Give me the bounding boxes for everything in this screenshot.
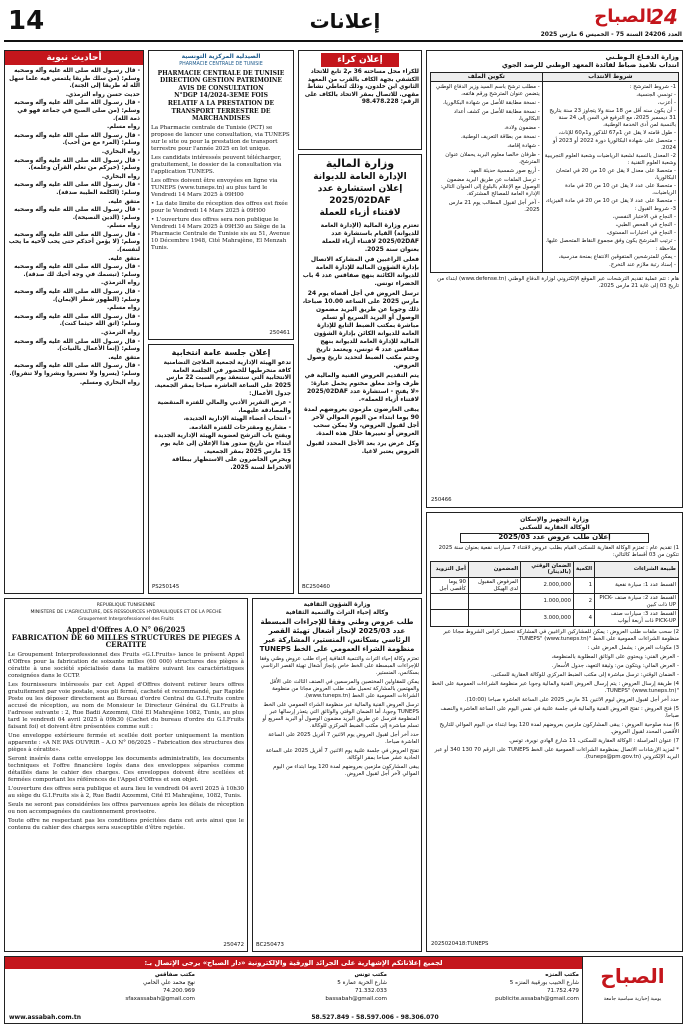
footer-contact-phone[interactable]: 71.752.479: [546, 988, 579, 994]
housing-table: [430, 561, 679, 627]
association-paragraph: ويفتح باب الترشح لعضوية الهيئة الإدارية الجديدة ابتداء من تاريخ صدور هذا الإعلان إلى غاية يوم 15 مارس 2025 بمقر الجمعية.: [154, 433, 291, 455]
dossier-column: [431, 73, 542, 272]
gif-org3: Groupement Interprofessionnel des Fruits: [78, 617, 174, 622]
hadith-line: رواه البخاري ومسلم.: [79, 379, 140, 386]
hadith-line: رواه البخاري.: [101, 173, 140, 180]
housing-table-header-cell: أجل التزويد: [431, 561, 469, 577]
finance-body: [301, 222, 419, 456]
dossier-line: - شهادة إقامة،: [507, 142, 540, 149]
housing-ministry: وزارة التجهيز والإسكان: [520, 516, 589, 523]
housing-title: إعلان طلب عروض عدد 2025/03: [460, 533, 649, 543]
finance-ref: BC250460: [302, 584, 330, 590]
hadith-line: رواه مسلم.: [107, 223, 140, 230]
condition-line: - تونسي الجنسية،: [636, 91, 676, 98]
housing-table-header-cell: طبيعة الشراءات: [595, 561, 679, 577]
conditions-list: [543, 82, 678, 272]
footer-contact: [201, 971, 387, 1011]
logo: [590, 4, 682, 30]
dossier-line: - نسخة مطابقة للأصل من كشف أعداد البكالوريا،: [453, 108, 540, 122]
table-cell: [468, 594, 520, 610]
logo-number: 24: [650, 5, 678, 29]
finance-paragraph: ترسل العروض في أجل أقصاه يوم 24 مارس 2025 على الساعة 10.00 صباحا، ذلك وجوبا عن طريق البريد مضمون الوصول أو البريد السريع أو تسلم مباشرة بمكتب الضبط التابع للإدارة العامة للديوانة الكائن بإدارة الشؤون المالية للإدارة العامة للديوانة بنهج صفاقس عدد 4 تونس، ويعتمد تاريخ وختم مكتب الضبط لتحديد تاريخ وصول العروض.: [302, 290, 419, 369]
pharmacy-sub3: N°DGP 14/2024-3EME FOIS: [174, 92, 268, 100]
culture-body: [255, 656, 419, 778]
gif-org1: REPUBLIQUE TUNISIENNE: [96, 603, 156, 608]
table-cell: 2.000,000: [521, 577, 574, 593]
footer-contact-email[interactable]: sfaxassabah@gmail.com: [125, 996, 195, 1002]
culture-title: طلب عروض وطني وفقا للإجراءات المبسطة عدد 2025/03 لإنجاز أشغال تهيئة القصر الرئاسي بسكانس، المنستير، المشاركة عبر منظومة الشراء العمومي على الخط TUNEPS: [259, 618, 415, 654]
hadith-line: - قال رسـول الله صلى الله عليه وآله وصحبه وسلم: (يسروا ولا تعسروا وبشروا ولا تنفروا).: [9, 363, 140, 377]
footer-banner: لجميع إعلاناتكم الإشهارية على الجرائد الورقية والإلكترونية «دار الصباح» يرجى الإتصال بـ:: [5, 957, 582, 969]
table-cell: [468, 610, 520, 626]
hadith-line: - قال رسـول الله صلى الله عليه وآله وصحبه وسلم: (المرء مع من أحب).: [14, 132, 140, 147]
housing-intro: 1) تقديم عام : تعتزم الوكالة العقارية للسكنى القيام بطلب عروض لاقتناء 7 سيارات نفعية بعنوان سنة 2025 تتكون من 03 أقساط كالتالي:: [438, 544, 679, 558]
housing-table-body: [431, 577, 679, 626]
finance-paragraph: يتم التقديم العروض الفنية والمالية في ظرف واحد مغلق مختوم يحمل عبارة: «لا يفتح - استشارة عدد 2025/02DAF لاقتناء أزياء للعملة».: [304, 372, 419, 403]
dossier-line: - ظرفان خالصا معلوم البريد يحملان عنوان المترشح،: [445, 151, 540, 165]
gif-ref: 250472: [223, 942, 244, 948]
issue-info: العدد 24206 السنة 75 - الخميس 6 مارس 2025: [540, 31, 682, 38]
table-cell: 4: [573, 610, 594, 626]
pharmacy-paragraph: Les candidats intéressés peuvent télécharger, gratuitement, le dossier de la consultation via l'application TUNEPS.: [151, 154, 282, 175]
rent-ad: [298, 50, 422, 150]
condition-line: - ترتيب المترشح يكون وفق مجموع النقاط المتحصل عليها.: [545, 237, 676, 244]
pharmacy-sub1: DIRECTION GESTION PATRIMOINE: [160, 77, 282, 85]
hadith-line: رواه البخاري.: [101, 148, 140, 155]
defense-ad-title: انتداب تلاميذ ضباط لفائدة المعهد الوطني للرصد الجوي: [501, 60, 679, 69]
association-paragraph: - عرض التقرير الأدبي والمالي للفترة المنقضية والمصادقة عليهما،: [157, 399, 291, 414]
dossier-line: - مطلب ترشح باسم السيد وزير الدفاع الوطني يتضمن عنوان المترشح ورقم هاتفه،: [435, 83, 540, 97]
condition-line: 3- شروط القبول :: [634, 205, 676, 212]
culture-ref: BC250473: [256, 942, 284, 948]
housing-table-header-cell: الضمان الوقتي (بالدينار): [521, 561, 574, 577]
footer-contact: [393, 971, 579, 1011]
finance-paragraph: فعلى الراغبين في المشاركة الاتصال بإدارة الشؤون المالية للإدارة العامة للديوانة الكائنة بنهج صفاقس عدد 4 باب الخضراء تونس.: [302, 256, 419, 287]
hadith-line: متفق عليه.: [108, 198, 140, 205]
footer-contact-label: مكتب المنزه: [545, 972, 579, 978]
hadith-line: - قال رسـول الله صلى الله عليه وآله وصحبه وسلم: (إنما الأعمال بالنيات).: [14, 338, 140, 353]
finance-ministry: وزارة المالية: [325, 157, 395, 170]
association-title: إعلان جلسة عامة انتخابية: [171, 348, 271, 357]
gif-paragraph: Les fournisseurs intéressés par cet Appel d'Offres doivent retirer leurs offres gratuitement par voie postale, sous pli fermé, cacheté et recommandé, par Rapide Poste ou les déposer directement au Bureau d'ordre Central du G.I.Fruits contre accusé de réception, au nom de Monsieur le Directeur Général du G.I.Fruits à l'adresse suivante : 2, Rue Badii Azzemmi, Cité El Mahrajène 1082, Tunis, au plus tard le vendredi 04 avril 2025 à 09h30 (Cachet du bureau d'ordre du G.I.Fruits faisant foi) et doivent être présentées comme suit :: [8, 681, 244, 730]
pharmacy-logo-ar: الصيدلية المركزية التونسية: [181, 53, 261, 60]
defense-ref: 250466: [431, 497, 452, 503]
hadith-line: - قال رسـول الله صلى الله عليه وآله وصحبه وسلم: (الطهور شطر الإيمان).: [14, 289, 140, 303]
culture-paragraph: ترسل العروض الفنية والمالية عبر منظومة الشراء العمومي على الخط TUNEPS وجوبا، أما الضمان الوقتي والوثائق التي يتعذر إرسالها عبر المنظومة فترسل عن طريق البريد مضمون الوصول أو البريد السريع أو تسلم مباشرة إلى مكتب الضبط المركزي للوكالة.: [262, 702, 419, 730]
table-row: [431, 594, 679, 610]
footer-mobile: 98.306.070 - 58.597.006 - 58.527.849: [311, 1014, 439, 1021]
conditions-column: [542, 73, 678, 272]
pharmacy-body: [151, 125, 291, 252]
dossier-line: - مضمون ولادة،: [504, 124, 540, 131]
header-rule: [4, 40, 683, 42]
table-row: [431, 577, 679, 593]
condition-line: 2- المعدل بالنسبة لشعبة الرياضيات وشعبة العلوم التجريبية وشعبة العلوم التقنية :: [544, 152, 676, 166]
footer-logo-tagline: يومية إخبارية سياسية جامعة: [603, 996, 662, 1002]
page-number: 14: [8, 6, 45, 36]
hadith-line: - قال رسـول الله صلى الله عليه وآله وصحبه وسلم: (الكلمة الطيبة صدقة).: [14, 182, 140, 196]
table-cell: المرفوض المقبول لدى الهيكل: [468, 577, 520, 593]
association-paragraph: - مشاريع ومقترحات للفترة القادمة.: [188, 424, 291, 431]
footer-contact-line1: شارع الحبيب بورقيبة المنزه 5: [509, 980, 579, 986]
table-cell: 1.000,000: [521, 594, 574, 610]
gif-paragraph: Seuls ne seront pas considérées les offres parvenues après les délais de réception ou non accompagnées du cautionnement provisoire.: [8, 801, 244, 815]
housing-paragraph: 2) سحب ملفات طلب العروض : يمكن للمشاركين الراغبين في المشاركة تحميل كراس الشروط مجانا عبر منظومة الشراءات العمومية على الخط "TUNEPS" (www.tuneps.tn).: [443, 628, 679, 642]
pharmacy-paragraph: La Pharmacie centrale de Tunisie (PCT) se propose de lancer une consultation, via TUNEPS sur le site ou pour la prestation de transport terrestre pour l'année 2025 en lot unique.: [151, 124, 290, 152]
table-cell: 3.000,000: [521, 610, 574, 626]
finance-subtitle: لاقتناء أزياء للعملة: [319, 208, 401, 218]
hadith-line: - قال رسـول الله صلى الله عليه وآله وصحبه وسلم: (الدين النصيحة).: [14, 207, 140, 221]
hadith-line: - قال رسـول الله صلى الله عليه وآله وصحبه وسلم: (تبسمك في وجه أخيك لك صدقة).: [14, 264, 140, 278]
housing-table-header-cell: المضمون: [468, 561, 520, 577]
gif-body: [8, 652, 244, 832]
culture-paragraph: تعتزم وكالة إحياء التراث والتنمية الثقافية إجراء طلب عروض وطني وفقا للإجراءات المبسطة على الخط خاص بإنجاز أشغال تهيئة القصر الرئاسي بسكانس، المنستير.: [259, 656, 419, 677]
pharmacy-ad: [148, 50, 294, 340]
condition-line: ملاحظة :: [655, 245, 676, 252]
housing-paragraph: 3) مكونات العرض : يشمل العرض على :: [587, 644, 679, 651]
housing-paragraph: 6) مدة صلوحية العروض : يبقى المشاركون ملزمين بعروضهم لمدة 120 يوما ابتداء من اليوم الموالي للتاريخ الأقصى المحدد لقبول العروض.: [439, 721, 679, 735]
finance-dept: الإدارة العامة للديوانة: [313, 172, 407, 182]
hadith-line: حديث حسن رواه الترمذي.: [65, 91, 140, 98]
association-paragraph: تدعو الهيئة الإدارية لجمعية الملاجئ التضامنية كافة منخرطيها للحضور في الجلسة العامة الانتخابية التي ستنعقد يوم السبت 22 مارس 2025 على الساعة العاشرة صباحا بمقر الجمعية.: [154, 360, 291, 389]
rent-badge: إعلان كراء: [321, 53, 399, 67]
culture-ministry: وزارة الشؤون الثقافية: [303, 601, 371, 608]
finance-paragraph: وكل عرض يرد بعد الأجل المحدد لقبول العروض يعتبر لاغيا.: [306, 440, 419, 455]
housing-paragraph: - الضمان الوقتي: ترسل مباشرة إلى مكتب الضبط المركزي للوكالة العقارية للسكنى.: [490, 671, 679, 678]
condition-line: 1- شروط المترشح :: [629, 83, 676, 90]
footer-contact-email[interactable]: publicite.assabah@gmail.com: [495, 996, 579, 1002]
pharmacy-logo-fr: PHARMACIE CENTRALE DE TUNISIE: [179, 61, 263, 67]
condition-line: - يمكن للمترشحين المتفوقين الانتفاع بمنحة مدرسية،: [558, 253, 676, 260]
footer-contact-phone[interactable]: 74.200.969: [162, 988, 195, 994]
housing-ref: 2025020418:TUNEPS: [431, 941, 489, 947]
hadith-line: - قال رسـول الله صلى الله عليه وآله وصحبه وسلم: (اتق الله حيثما كنت).: [14, 313, 140, 328]
table-cell: القسط عدد 1: سيارة نفعية: [595, 577, 679, 593]
defense-table: [430, 72, 679, 273]
gif-title2: FABRICATION DE 60 MILLES STRUCTURES DE PIEGES A CERATITE: [11, 632, 241, 650]
housing-paragraph: 5) فتح العروض : تفتح العروض الفنية والمالية في جلسة علنية في نفس اليوم على الساعة العاشرة والنصف صباحا.: [440, 705, 679, 719]
culture-agency: وكالة إحياء التراث والتنمية الثقافية: [285, 608, 389, 616]
condition-line: - النجاح في اختبارات المستوى،: [606, 229, 676, 236]
gif-paragraph: Le Groupement Interprofessionnel des Fruits «G.I.Fruits» lance le présent Appel d'Offres pour la fabrication de soixante milles (60 000) structures des pièges à cératite à une société spécialisée dans la matière suivant les caractéristiques consignées dans le CCTP.: [8, 651, 244, 679]
footer-logo-block: [582, 957, 682, 1023]
culture-ad: [252, 598, 422, 952]
footer-contact-email[interactable]: bassabah@gmail.com: [325, 996, 387, 1002]
hadith-line: - قال رسـول الله صلى الله عليه وآله وصحبه وسلم: (من سلك طريقا يلتمس فيه علما سهل الله له طريقا إلى الجنة).: [9, 68, 140, 90]
housing-table-header: [431, 561, 679, 577]
table-cell: [431, 594, 469, 610]
hadith-line: - قال رسـول الله صلى الله عليه وآله وصحبه وسلم: (خيركم من تعلم القرآن وعلمه).: [14, 157, 140, 172]
pharmacy-sub2: AVIS DE CONSULTATION: [178, 84, 264, 92]
housing-paragraph: - العرض المالي: ويتكون من: وثيقة التعهد، جدول الأسعار.: [551, 662, 679, 669]
footer-contact-line1: نهج محمد علي الحامي: [143, 980, 195, 986]
gif-title1: Appel d'Offres A.O N° 06/2025: [66, 625, 186, 634]
housing-ad: [426, 512, 683, 952]
hadith-line: رواه مسلم.: [107, 124, 140, 131]
logo-text: الصباح: [594, 6, 652, 27]
footer-website[interactable]: www.assabah.com.tn: [9, 1014, 82, 1021]
footer-contacts: [9, 971, 579, 1011]
hadith-line: - قال رسـول الله صلى الله عليه وآله وصحبه وسلم: (من صلى الصبح في جماعة فهو في ذمة الله).: [14, 100, 140, 122]
rent-text: للكراء محل مساحته 36 م2 تابع للاتحاد الكشفي بجهة الكاف بالقرب من المعهد الثانوي ابن خلدون، وذلك لتعاطي نشاط مقهى. للاتصال بمقر الاتحاد بالكاف على الرقم: 98.478.228: [304, 69, 419, 106]
footer-contact-label: مكتب تونس: [354, 972, 387, 978]
pharmacy-paragraph: • L'ouverture des offres sera non publique le Vendredi 14 Mars 2025 à 09H30 au Siège de la Pharmacie Centrale de Tunisie sis au 51, Avenue 10 Décembre 1948, Cité Mahrajène, El Menzah Tunis.: [151, 216, 290, 251]
dossier-header: تكوين الملف: [431, 73, 542, 82]
footer-logo: الصباح: [600, 964, 665, 988]
condition-line: - إسناد رتبة ملازم عند التخرج.: [609, 261, 676, 268]
pharmacy-ref: 250461: [269, 330, 290, 336]
housing-agency: الوكالة العقارية للسكنى: [519, 523, 590, 531]
dossier-line: - نسخة مطابقة للأصل من شهادة البكالوريا،: [443, 99, 540, 106]
culture-paragraph: حدد آخر أجل لقبول العروض يوم الاثنين 7 أفريل 2025 على الساعة العاشرة صباحا.: [268, 732, 419, 746]
pharmacy-paragraph: Les offres doivent être envoyées en ligne via TUNEPS (www.tuneps.tn) au plus tard le Vendredi 14 Mars 2025 à 09H00: [151, 177, 278, 198]
section-title: إعلانات: [309, 9, 381, 33]
pharmacy-paragraph: • La date limite de réception des offres est fixée pour le Vendredi 14 Mars 2025 à 09H00: [151, 200, 288, 214]
footer-contact-phone[interactable]: 71.332.033: [354, 988, 387, 994]
housing-paragraph: 7) عنوان المراسلة : الوكالة العقارية للسكنى، 11 شارع الهادي نويرة، تونس.: [508, 737, 679, 744]
association-ad: [148, 344, 294, 594]
table-cell: [431, 610, 469, 626]
table-row: [431, 610, 679, 626]
page-header: [0, 0, 687, 44]
footer: [4, 956, 683, 1024]
gif-paragraph: Seront insérés dans cette enveloppe les documents administratifs, les documents techniques et l'offre financière logés dans des enveloppes séparées comme détaillés dans le cahier des charges. Ces enveloppes doivent être scellées et fermées comportant les références de l'Appel d'Offres et son objet.: [8, 755, 244, 783]
culture-paragraph: تفتح العروض في جلسة علنية يوم الاثنين 7 أفريل 2025 على الساعة الحادية عشر صباحا بمقر الوكالة.: [265, 748, 419, 762]
condition-line: - النجاح في الفحص الطبي،: [615, 221, 676, 228]
table-cell: 1: [573, 577, 594, 593]
hadith-list: [5, 65, 143, 391]
finance-paragraph: يبقى العارضون ملزمون بعروضهم لمدة 90 يوما ابتداء من اليوم الموالي لآخر أجل لقبول العروض، ولا يمكن سحب العروض أو تغييرها خلال هذه المدة.: [304, 406, 419, 437]
association-paragraph: - انتخاب أعضاء الهيئة الإدارية الجديدة،: [183, 416, 291, 423]
table-cell: 2: [573, 594, 594, 610]
hadith-line: متفق عليه.: [108, 354, 140, 361]
pharmacy-title: PHARMACIE CENTRALE DE TUNISIE: [157, 69, 285, 77]
association-body: [151, 360, 291, 472]
condition-line: - النجاح في الاختبار النفسي،: [612, 213, 676, 220]
gif-paragraph: Une enveloppe extérieure fermée et scellée doit porter uniquement la mention apparente : «A NE PAS OUVRIR – A.O N° 06/2025 – Fabrication des structures des pièges à cératite».: [8, 732, 244, 753]
condition-line: - متحصل على شهادة البكالوريا دورة 2022 أو 2023 أو 2024.: [552, 137, 676, 151]
defense-ministry-title: وزارة الدفـاع الـوطـني: [605, 53, 679, 61]
association-paragraph: جدول الأعمال:: [249, 391, 291, 398]
condition-line: - متحصلا على عدد لا يقل عن 10 من 20 في مادة الرياضيات،: [565, 182, 676, 196]
table-cell: 90 يوما كأقصى أجل: [431, 577, 469, 593]
housing-table-header-cell: الكمية: [573, 561, 594, 577]
hadith-column: [4, 50, 144, 594]
dossier-list: [431, 82, 542, 218]
hadith-title: أحاديث نبوية: [5, 51, 143, 65]
footer-contact: [9, 971, 195, 1011]
condition-line: - أعزب،: [657, 99, 676, 106]
conditions-header: شروط الانتداب: [543, 73, 678, 82]
condition-line: - أن يكون سنه أقل من 18 سنة ولا يتجاوز 23 سنة بتاريخ 31 ديسمبر 2025، مع الترفيع في السن إلى 24 سنة بالنسبة لمن أدى الخدمة الوطنية،: [549, 107, 676, 128]
dossier-line: - نسخة من بطاقة التعريف الوطنية،: [460, 133, 540, 140]
footer-contact-label: مكتب صفاقس: [155, 972, 195, 978]
condition-line: - متحصلا على معدل لا يقل عن 10 من 20 في امتحان البكالوريا،: [556, 167, 676, 181]
dossier-line: - ترسل الملفات عن طريق البريد مضمون الوصول مع الإعلام بالبلوغ إلى العنوان التالي: الإدارة العامة للمصالح المشتركة.: [440, 176, 540, 197]
hadith-line: رواه الترمذي.: [101, 330, 140, 336]
gif-org2: MINISTERE DE L'AGRICULTURE, DES RESSOURCES HYDRAULIQUES ET DE LA PECHE: [30, 610, 222, 615]
finance-ad: [298, 154, 422, 594]
footer-contact-line1: شارع الحرية عمارة 5: [337, 980, 387, 986]
pharmacy-sub4: RELATIF A LA PRESTATION DE TRANSPORT TERRESTRE DE MARCHANDISES: [167, 99, 275, 123]
gif-ad: [4, 598, 248, 952]
hadith-line: متفق عليه.: [108, 255, 140, 262]
defense-ad: [426, 50, 683, 508]
dossier-line: - أربع صور شمسية حديثة العهد.: [468, 167, 540, 174]
finance-paragraph: تعتزم وزارة المالية (الإدارة العامة للديوانة) القيام باستشارة عدد 2025/02DAF لاقتناء أزياء للعملة بعنوان سنة 2025.: [320, 222, 419, 253]
gif-paragraph: Toute offre ne respectant pas les conditions précitées dans cet avis ainsi que le contenu du cahier des charges sera susceptible d'être rejetée.: [8, 817, 244, 831]
finance-title: إعلان استشارة عدد 2025/02DAF: [317, 184, 403, 206]
gif-paragraph: L'ouverture des offres sera publique et aura lieu le vendredi 04 avril 2025 à 10h30 au siège du G.I.Fruits sis à 2, Rue Badii Azzemmi, Cité El Mahrajène, 1082, Tunis.: [8, 785, 244, 799]
hadith-line: رواه مسلم.: [107, 305, 140, 312]
hadith-line: رواه الترمذي.: [101, 280, 140, 287]
housing-body: [430, 629, 679, 761]
condition-line: - طول قامته لا يقل عن 1م67 للذكور و1م60 للإناث،: [558, 129, 676, 136]
association-ref: PS250145: [152, 584, 180, 590]
housing-paragraph: * لمزيد الإرشادات الاتصال بمنظومة الشراءات العمومية على الخط TUNEPS على الرقم 70 130 340 أو عبر البريد الإلكتروني (tuneps@pm.gov.tn).: [434, 746, 679, 760]
table-cell: القسط عدد 3: سيارات صنف PICK-UP ذات أربعة أبواب: [595, 610, 679, 626]
condition-line: - متحصلا على عدد لا يقل عن 10 من 20 في مادة الفيزياء،: [545, 197, 676, 204]
defense-note: هام : تتم عملية تقديم الترشحات عبر الموقع الإلكتروني لوزارة الدفاع الوطني (www.defense.tn) ابتداء من تاريخ 03 إلى غاية 21 مارس 2025.: [437, 275, 679, 289]
housing-paragraph: - العرض الفني: ويحتوي على الوثائق المطلوبة بالمنظومة،: [551, 653, 679, 660]
culture-paragraph: يمكن للمقاولين المختصين والمرسمين في الصنف الثالث على الأقل والمهتمين بالمشاركة تحميل ملف طلب العروض مجانا من منظومة الشراءات العمومية على الخط (www.tuneps.tn).: [269, 679, 419, 700]
housing-paragraph: حدد آخر أجل لقبول العروض ليوم الاثنين 31 مارس 2025 على الساعة العاشرة صباحا (10:00).: [464, 696, 679, 703]
culture-paragraph: يبقى المشاركون ملزمين بعروضهم لمدة 120 يوما ابتداء من اليوم الموالي لآخر أجل لقبول العروض.: [273, 764, 419, 778]
association-paragraph: ويحرص الحاضرون على الاستظهار ببطاقة الانخراط لسنة 2025.: [172, 457, 291, 471]
dossier-line: - آخر أجل لقبول المطالب يوم 21 مارس 2025.: [448, 199, 540, 213]
hadith-line: - قال رسـول الله صلى الله عليه وآله وصحبه وسلم: (لا يؤمن أحدكم حتى يحب لأخيه ما يحب لنفسه).: [8, 231, 140, 254]
housing-paragraph: 4) طريقة إرسال العروض : يتم إرسال العروض الفنية والمالية وجوبا عبر منظومة الشراءات العمومية على الخط "TUNEPS" (www.tuneps.tn).: [431, 680, 679, 694]
table-cell: القسط عدد 2: سيارة صنف PICK-UP ذات كبين: [595, 594, 679, 610]
